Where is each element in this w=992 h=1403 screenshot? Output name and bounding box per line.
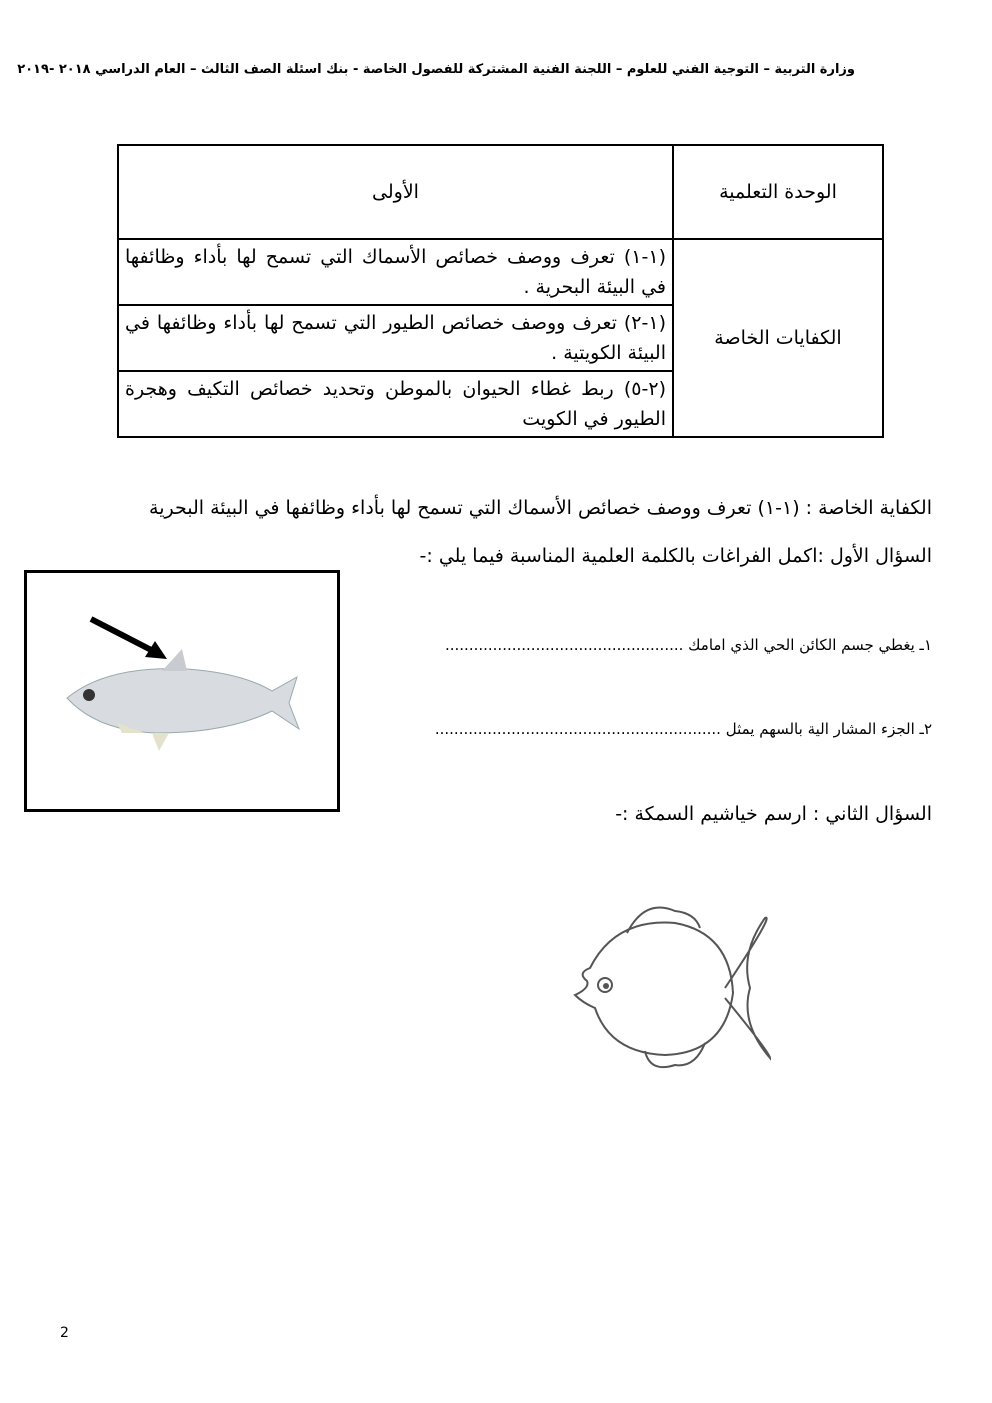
fish-outline-drawing[interactable] (565, 893, 780, 1078)
fish-photo (27, 573, 337, 809)
page-number: 2 (60, 1325, 69, 1341)
blank-item-2[interactable]: ٢ـ الجزء المشار الية بالسهم يمثل ............................................................ (434, 720, 932, 738)
competency-line: الكفاية الخاصة : (١-١) تعرف ووصف خصائص الأسماك التي تسمح لها بأداء وظائفها في البيئة البحرية (149, 497, 932, 519)
unit-label: الوحدة التعلمية (673, 145, 883, 239)
competency-table (117, 144, 884, 438)
competency-item: (٢-٥) ربط غطاء الحيوان بالموطن وتحديد خصائص التكيف وهجرة الطيور في الكويت (118, 371, 673, 437)
unit-value: الأولى (118, 145, 673, 239)
page-header: وزارة التربية – التوجية الفني للعلوم – اللجنة الفنية المشتركة للفصول الخاصة - بنك اسئلة الصف الثالث – العام الدراسي ٢٠١٨ -٢٠١٩ (17, 62, 855, 77)
arrow-icon (91, 619, 157, 653)
fish-photo-frame (24, 570, 340, 812)
competency-item: (١-١) تعرف ووصف خصائص الأسماك التي تسمح لها بأداء وظائفها في البيئة البحرية . (118, 239, 673, 305)
question-2-title: السؤال الثاني : ارسم خياشيم السمكة :- (615, 803, 932, 825)
fish-body (67, 669, 299, 733)
question-1-title: السؤال الأول :اكمل الفراغات بالكلمة العلمية المناسبة فيما يلي :- (419, 545, 932, 567)
competency-item: (١-٢) تعرف ووصف خصائص الطيور التي تسمح لها بأداء وظائفها في البيئة الكويتية . (118, 305, 673, 371)
competencies-label: الكفايات الخاصة (673, 239, 883, 437)
blank-item-1[interactable]: ١ـ يغطي جسم الكائن الحي الذي امامك .................................................. (444, 636, 932, 654)
